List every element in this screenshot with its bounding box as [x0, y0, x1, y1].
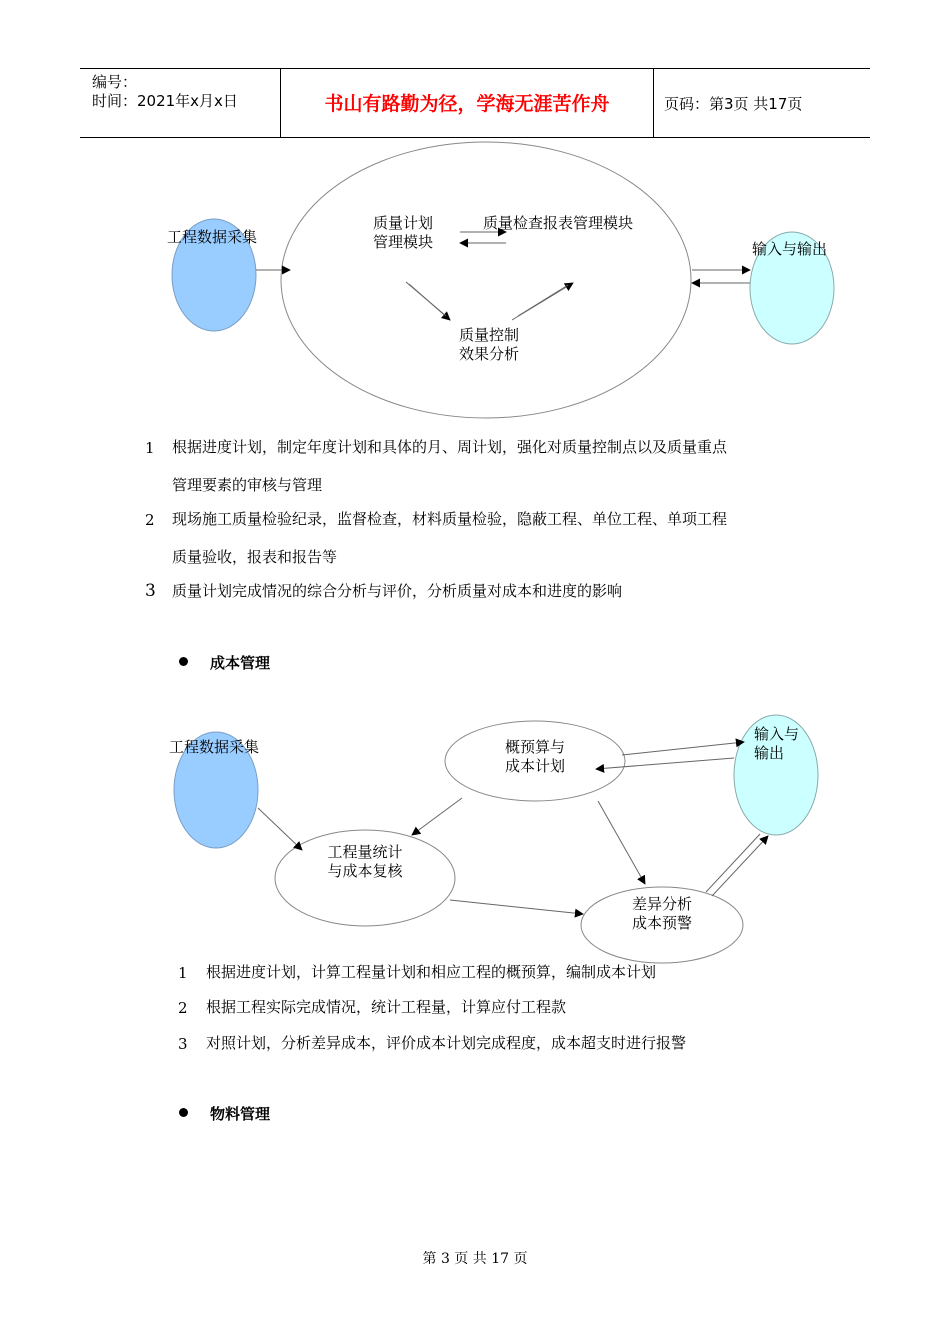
cost-variance-line1: 差异分析: [631, 895, 692, 913]
cost-variance-line2: 成本预警: [631, 914, 692, 932]
header-date: 时间：2021年x月x日: [92, 92, 238, 110]
cost-quantity-line2: 与成本复核: [327, 862, 403, 880]
quality-effect-line2: 效果分析: [458, 345, 519, 363]
cost-io-line2: 输出: [754, 744, 785, 762]
cost-io-line1: 输入与: [754, 725, 800, 743]
cost-item-number: 1: [178, 964, 188, 982]
cost-quantity-label: [318, 843, 412, 881]
header-page-number: 页码：第3页 共17页: [664, 95, 803, 113]
quality-effect-analysis-label: [452, 326, 526, 364]
quality-effect-line1: 质量控制: [458, 326, 519, 344]
cost-io-to-budget-arrow: [596, 758, 734, 769]
quality-effect-to-plan-arrow: [406, 282, 446, 316]
cost-item-number: 2: [178, 999, 188, 1017]
cost-item-text: 对照计划，分析差异成本，评价成本计划完成程度，成本超支时进行报警: [206, 1034, 687, 1052]
quality-item-number: 1: [145, 439, 155, 457]
quality-system-boundary: [281, 142, 691, 418]
cost-io-to-variance-arrow: [706, 834, 760, 892]
quality-item-text-cont: 质量验收，报表和报告等: [172, 548, 338, 566]
cost-budget-line2: 成本计划: [504, 757, 565, 775]
cost-collect-to-quantity-arrow: [258, 808, 302, 850]
cost-budget-to-variance-arrow: [598, 801, 645, 884]
cost-budget-line1: 概预算与: [504, 738, 565, 756]
quality-report-to-effect-arrow: [518, 285, 568, 316]
quality-item-text: 现场施工质量检验纪录，监督检查，材料质量检验，隐蔽工程、单位工程、单项工程: [172, 510, 728, 528]
cost-budget-to-io-arrow: [622, 742, 744, 755]
cost-quantity-line1: 工程量统计: [327, 843, 403, 861]
material-section-title: 物料管理: [210, 1105, 271, 1123]
cost-data-collection-label: 工程数据采集: [169, 738, 260, 756]
header-motto: 书山有路勤为径，学海无涯苦作舟: [324, 93, 610, 115]
quality-plan-module-line2: 管理模块: [372, 233, 433, 251]
quality-item-number: 2: [145, 511, 155, 529]
header-code: 编号：: [92, 73, 138, 91]
bullet-icon: [179, 1108, 188, 1117]
cost-io-label: [754, 725, 799, 763]
quality-report-module-label: 质量检查报表管理模块: [483, 214, 634, 232]
cost-section-title: 成本管理: [210, 654, 271, 672]
cost-variance-label: [625, 895, 699, 933]
quality-plan-module-label: [366, 214, 440, 252]
quality-data-collection-label: 工程数据采集: [167, 228, 258, 246]
page-footer: 第 3 页 共 17 页: [422, 1251, 528, 1267]
bullet-icon: [179, 657, 188, 666]
cost-budget-label: [498, 738, 572, 776]
cost-item-text: 根据工程实际完成情况，统计工程量，计算应付工程款: [206, 998, 567, 1016]
quality-plan-module-line1: 质量计划: [372, 214, 433, 232]
cost-quantity-to-variance-arrow: [450, 900, 583, 914]
cost-budget-to-quantity-arrow: [412, 798, 462, 835]
cost-item-text: 根据进度计划，计算工程量计划和相应工程的概预算，编制成本计划: [206, 963, 657, 981]
cost-variance-to-io-arrow: [712, 836, 768, 896]
quality-item-text-cont: 管理要素的审核与管理: [172, 476, 323, 494]
quality-item-text: 根据进度计划，制定年度计划和具体的月、周计划，强化对质量控制点以及质量重点: [172, 438, 728, 456]
quality-item-text: 质量计划完成情况的综合分析与评价，分析质量对成本和进度的影响: [172, 582, 623, 600]
quality-item-number: 3: [145, 581, 156, 601]
quality-io-label: 输入与输出: [752, 240, 828, 258]
cost-item-number: 3: [178, 1035, 188, 1053]
